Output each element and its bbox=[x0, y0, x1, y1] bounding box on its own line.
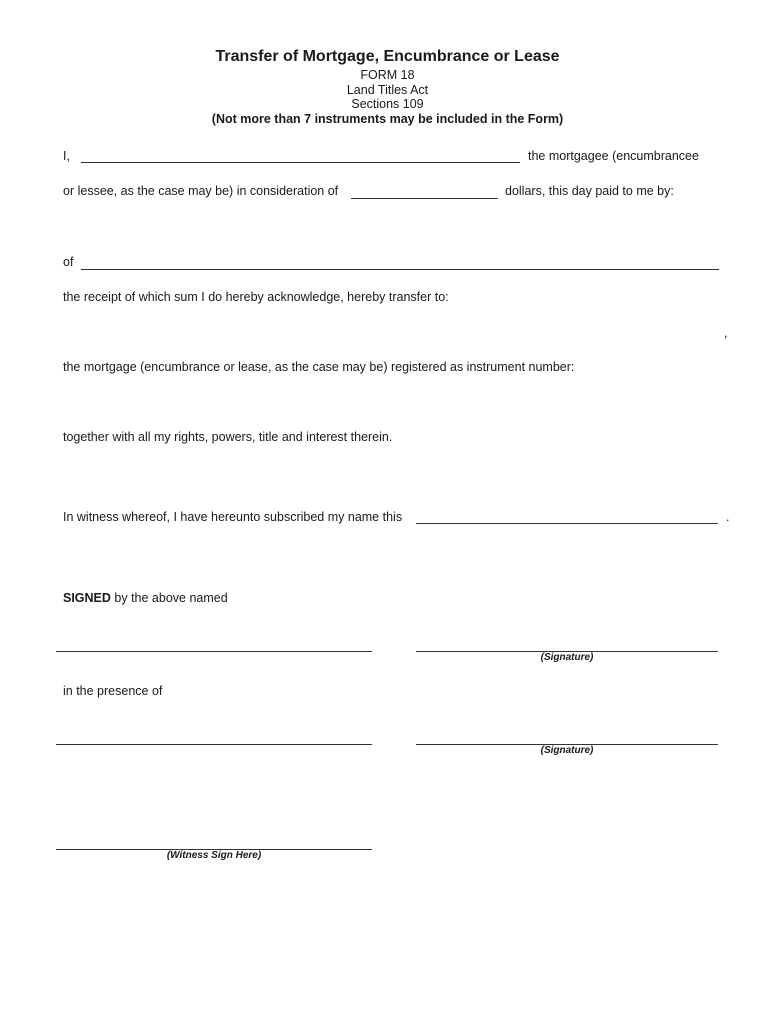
transferee-comma: , bbox=[724, 326, 728, 340]
witness-name-field[interactable] bbox=[56, 728, 372, 744]
date-line bbox=[416, 523, 718, 524]
date-field[interactable] bbox=[416, 507, 718, 523]
signed-text bbox=[63, 591, 228, 605]
line1-suffix: the mortgagee (encumbrancee bbox=[528, 149, 699, 163]
signer-name-field[interactable] bbox=[56, 635, 372, 651]
line2-suffix: dollars, this day paid to me by: bbox=[505, 184, 674, 198]
mortgagee-name-field[interactable] bbox=[81, 146, 520, 162]
witness-signature-caption: (Witness Sign Here) bbox=[166, 850, 262, 861]
witness-signature-field[interactable] bbox=[56, 833, 372, 849]
witness-name-line bbox=[56, 744, 372, 745]
form-number: FORM 18 bbox=[360, 68, 415, 82]
instruments-note: (Not more than 7 instruments may be included in the Form) bbox=[211, 112, 564, 126]
receipt-text: the receipt of which sum I do hereby acknowledge, hereby transfer to: bbox=[63, 290, 449, 304]
consideration-amount-field[interactable] bbox=[351, 182, 498, 198]
mortgagee-name-line bbox=[81, 162, 520, 163]
line2-prefix: or lessee, as the case may be) in consideration of bbox=[63, 184, 339, 198]
mortgage-text: the mortgage (encumbrance or lease, as the case may be) registered as instrument number: bbox=[63, 360, 575, 374]
payer-address-line bbox=[81, 269, 719, 270]
form-title: Transfer of Mortgage, Encumbrance or Lease bbox=[215, 48, 560, 65]
sections-label: Sections 109 bbox=[351, 97, 424, 111]
signed-bold: SIGNED bbox=[63, 591, 111, 605]
act-name: Land Titles Act bbox=[346, 83, 429, 97]
signature-2-field[interactable] bbox=[416, 728, 718, 744]
together-text: together with all my rights, powers, title and interest therein. bbox=[63, 430, 393, 444]
signer-name-line bbox=[56, 651, 372, 652]
presence-text: in the presence of bbox=[63, 684, 163, 698]
witness-period: . bbox=[726, 510, 730, 524]
signature-1-field[interactable] bbox=[416, 635, 718, 651]
of-label: of bbox=[63, 255, 74, 269]
payer-address-field[interactable] bbox=[81, 253, 719, 269]
witness-whereof-text: In witness whereof, I have hereunto subscribed my name this bbox=[63, 510, 403, 524]
signature-1-caption: (Signature) bbox=[540, 652, 594, 663]
signature-2-caption: (Signature) bbox=[540, 745, 594, 756]
signed-rest: by the above named bbox=[110, 591, 228, 605]
consideration-amount-line bbox=[351, 198, 498, 199]
line1-prefix: I, bbox=[63, 149, 70, 163]
